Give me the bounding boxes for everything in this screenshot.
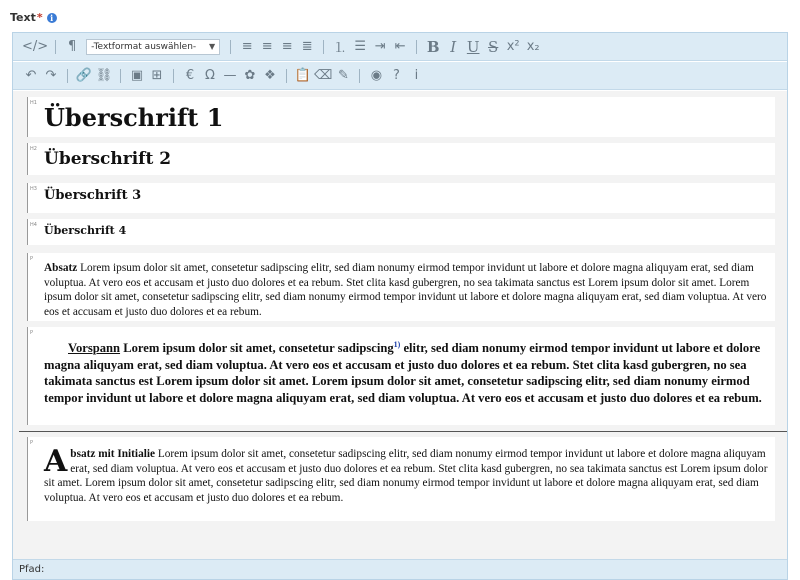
toolbar-separator (230, 40, 231, 54)
lead-paragraph-text (44, 337, 767, 406)
toolbar-row-1 (13, 33, 787, 61)
heading-1-block[interactable] (27, 97, 775, 137)
lead-paragraph-body-1: Lorem ipsum dolor sit amet, consetetur sadipscing (120, 341, 394, 356)
subscript-icon[interactable]: x₂ (526, 39, 540, 54)
block-tag: H2 (30, 146, 37, 152)
format-select[interactable] (86, 39, 220, 55)
source-code-icon[interactable]: </> (22, 39, 49, 54)
dashboard-icon[interactable]: ◉ (370, 68, 383, 83)
eraser-icon[interactable]: ⌫ (314, 68, 333, 83)
toolbar-separator (120, 69, 121, 83)
lead-paragraph-label: Vorspann (68, 341, 121, 356)
info-icon[interactable]: i (414, 68, 419, 83)
info-icon[interactable]: i (47, 13, 57, 23)
table-icon[interactable]: ⊞ (151, 68, 163, 83)
path-label: Pfad: (19, 564, 45, 575)
chevron-down-icon: ▼ (209, 42, 216, 51)
heading-2: Überschrift 2 (44, 149, 172, 169)
block-tag: H4 (30, 222, 37, 228)
link-icon[interactable]: 🔗 (75, 68, 93, 83)
underline-icon[interactable]: U (466, 37, 480, 56)
toolbar-separator (173, 69, 174, 83)
block-tag: H3 (30, 186, 37, 192)
footnote-marker[interactable]: 1) (393, 340, 401, 349)
initial-paragraph-block[interactable] (27, 437, 775, 521)
rich-text-editor (12, 32, 788, 580)
initial-paragraph-body: Lorem ipsum dolor sit amet, consetetur sadipscing elitr, sed diam nonumy eirmod tempor invidunt ut labore et dolore magna aliquyam erat, sed diam voluptua. At vero eos et accusam et justo duo dolores et ea rebum. Stet clita kasd gubergren, no sea takimata sanctus est Lorem ipsum dolor sit amet. Lorem ipsum dolor sit amet, consetetur sadipscing elitr, sed diam nonumy eirmod tempor invidunt ut labore et dolore magna aliquyam erat, sed diam voluptua. At vero eos et accusam et justo duo dolores et ea rebum. (44, 448, 768, 504)
help-icon[interactable]: ? (392, 68, 400, 83)
align-justify-icon[interactable]: ≣ (301, 39, 313, 54)
heading-2-block[interactable] (27, 143, 775, 175)
paste-icon[interactable]: 📋 (294, 68, 312, 83)
ordered-list-icon[interactable]: ⒈ (333, 41, 347, 56)
initial-paragraph-text (44, 444, 769, 505)
toolbar-separator (359, 69, 360, 83)
magic-wand-icon[interactable]: ✎ (337, 68, 349, 83)
strikethrough-icon[interactable]: S (488, 37, 499, 56)
block-tag: P (30, 256, 34, 262)
outdent-icon[interactable]: ⇤ (394, 39, 406, 54)
field-label-text: Text (10, 11, 36, 24)
italic-icon[interactable]: I (450, 37, 457, 56)
image-icon[interactable]: ▣ (130, 68, 144, 83)
paragraph-block[interactable] (27, 253, 775, 321)
initial-paragraph-lead: bsatz mit Initialie (70, 448, 156, 460)
toolbar-separator (323, 40, 324, 54)
align-left-icon[interactable]: ≡ (241, 39, 253, 54)
unlink-icon[interactable]: ⛓ (95, 68, 113, 83)
euro-icon[interactable]: € (185, 68, 195, 83)
block-tag: P (30, 440, 34, 446)
editor-content[interactable] (13, 91, 787, 561)
required-mark: * (36, 11, 43, 24)
format-select-value: -Textformat auswählen- (91, 41, 197, 52)
toolbar-separator (67, 69, 68, 83)
align-right-icon[interactable]: ≡ (281, 39, 293, 54)
block-tag: P (30, 330, 34, 336)
lead-paragraph-block[interactable] (27, 327, 775, 425)
heading-4-block[interactable] (27, 219, 775, 245)
toolbar-row-2 (13, 62, 787, 90)
superscript-icon[interactable]: x² (506, 39, 520, 54)
bold-icon[interactable]: B (426, 37, 440, 56)
indent-icon[interactable]: ⇥ (374, 39, 386, 54)
heading-4: Überschrift 4 (44, 224, 127, 237)
lead-paragraph-body-2: elitr, sed diam nonumy eirmod tempor invidunt ut labore et dolore magna aliquyam erat, sed diam voluptua. At vero eos et accusam et justo duo dolores et ea rebum. Stet clita kasd gubergren, no sea takimata sanctus est Lorem ipsum dolor sit amet. Lorem ipsum dolor sit amet, consetetur sadipscing elitr, sed diam nonumy eirmod tempor invidunt ut labore et dolore magna aliquyam erat, sed diam voluptua. At vero eos et accusam et justo duo dolores et ea rebum. (44, 341, 762, 405)
block-tag: H1 (30, 100, 37, 106)
paragraph-text (44, 261, 769, 319)
toolbar-separator (55, 40, 56, 54)
unordered-list-icon[interactable]: ☰ (354, 39, 366, 54)
element-path-bar (13, 559, 787, 579)
undo-icon[interactable]: ↶ (25, 68, 37, 83)
toolbar-separator (416, 40, 417, 54)
paw-icon[interactable]: ✿ (244, 68, 256, 83)
horizontal-rule-icon[interactable]: — (223, 68, 237, 83)
cubes-icon[interactable]: ❖ (264, 68, 276, 83)
heading-3-block[interactable] (27, 183, 775, 213)
drop-cap: A (44, 444, 68, 479)
redo-icon[interactable]: ↷ (45, 68, 57, 83)
horizontal-rule (19, 431, 787, 432)
paragraph-body: Lorem ipsum dolor sit amet, consetetur sadipscing elitr, sed diam nonumy eirmod tempor invidunt ut labore et dolore magna aliquyam erat, sed diam voluptua. At vero eos et accusam et justo duo dolores et ea rebum. Stet clita kasd gubergren, no sea takimata sanctus est Lorem ipsum dolor sit amet. Lorem ipsum dolor sit amet, consetetur sadipscing elitr, sed diam nonumy eirmod tempor invidunt ut labore et dolore magna aliquyam erat, sed diam voluptua. At vero eos et accusam et justo duo dolores et ea rebum. (44, 262, 767, 318)
paragraph-lead: Absatz (44, 262, 78, 274)
field-label (10, 11, 57, 24)
toolbar-separator (286, 69, 287, 83)
align-center-icon[interactable]: ≡ (261, 39, 273, 54)
paragraph-icon[interactable]: ¶ (68, 39, 77, 54)
heading-1: Überschrift 1 (44, 103, 224, 132)
special-char-icon[interactable]: Ω (205, 68, 215, 83)
heading-3: Überschrift 3 (44, 188, 142, 203)
